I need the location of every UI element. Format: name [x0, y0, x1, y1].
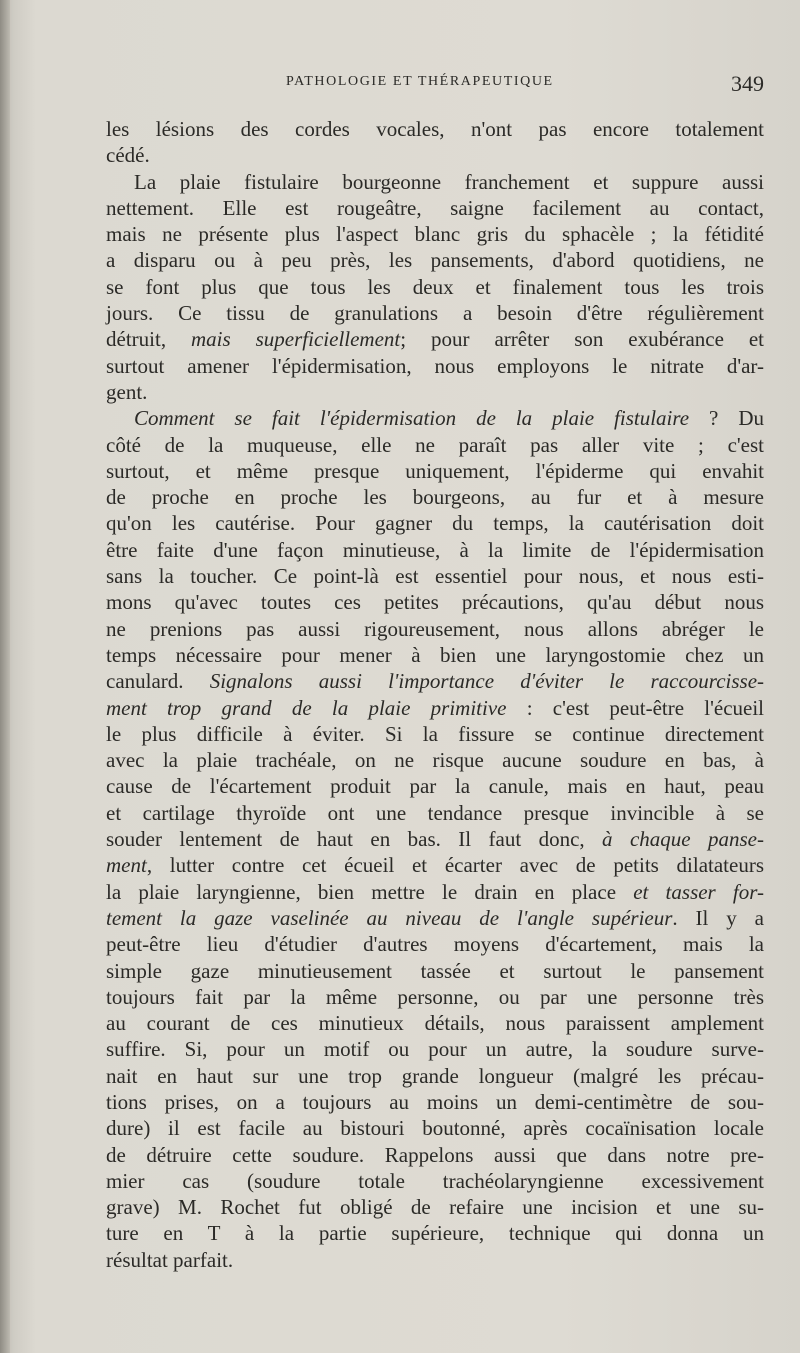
text-line: détruit, mais superficiellement; pour arrêter son exubérance et [106, 327, 765, 352]
text-line: se font plus que tous les deux et finalement tous les trois [106, 274, 764, 299]
text-line: tement la gaze vaselinée au niveau de l'angle supérieur. Il y a [106, 905, 765, 930]
text-line: être faite d'une façon minutieuse, à la limite de l'épidermisation [106, 537, 764, 562]
text-line: cause de l'écartement produit par la canule, mais en haut, peau [106, 774, 764, 799]
text-line: et cartilage thyroïde ont une tendance presque invincible à se [106, 800, 764, 825]
page-number: 349 [731, 71, 764, 96]
text-line: le plus difficile à éviter. Si la fissure se continue directement [106, 721, 764, 746]
text-line: La plaie fistulaire bourgeonne franchement et suppure aussi [134, 169, 764, 194]
text-line: surtout, et même presque uniquement, l'épiderme qui envahit [106, 458, 764, 483]
text-line: canulard. Signalons aussi l'importance d'éviter le raccourcisse- [106, 669, 765, 694]
text-line: grave) M. Rochet fut obligé de refaire une incision et une su- [106, 1195, 764, 1220]
text-line: qu'on les cautérise. Pour gagner du temps, la cautérisation doit [106, 511, 764, 536]
text-line: sans la toucher. Ce point-là est essentiel pour nous, et nous esti- [106, 564, 764, 589]
running-title: PATHOLOGIE ET THÉRAPEUTIQUE [286, 74, 554, 89]
text-line: nettement. Elle est rougeâtre, saigne facilement au contact, [106, 195, 764, 220]
text-line: ment trop grand de la plaie primitive : c'est peut-être l'écueil [106, 695, 765, 720]
text-line: cédé. [106, 143, 150, 168]
text-line: suffire. Si, pour un motif ou pour un autre, la soudure surve- [106, 1037, 764, 1062]
text-line: a disparu ou à peu près, les pansements, d'abord quotidiens, ne [106, 248, 764, 273]
text-line: jours. Ce tissu de granulations a besoin d'être régulièrement [106, 301, 764, 326]
text-line: mons qu'avec toutes ces petites précautions, qu'au début nous [106, 590, 764, 615]
text-line: mais ne présente plus l'aspect blanc gris du sphacèle ; la fétidité [106, 222, 764, 247]
text-line: souder lentement de haut en bas. Il faut donc, à chaque panse- [106, 827, 764, 852]
text-line: avec la plaie trachéale, on ne risque aucune soudure en bas, à [106, 748, 764, 773]
text-line: ne prenions pas aussi rigoureusement, nous allons abréger le [106, 616, 764, 641]
text-line: côté de la muqueuse, elle ne paraît pas aller vite ; c'est [106, 432, 764, 457]
text-line: Comment se fait l'épidermisation de la plaie fistulaire ? Du [134, 406, 764, 431]
text-line: simple gaze minutieusement tassée et surtout le pansement [106, 958, 764, 983]
text-line: de détruire cette soudure. Rappelons aussi que dans notre pre- [106, 1142, 764, 1167]
text-line: au courant de ces minutieux détails, nous paraissent amplement [106, 1011, 764, 1036]
text-line: tions prises, on a toujours au moins un demi-centimètre de sou- [106, 1089, 764, 1114]
text-line: nait en haut sur une trop grande longueur (malgré les précau- [106, 1063, 764, 1088]
text-line: résultat parfait. [106, 1247, 234, 1272]
text-line: dure) il est facile au bistouri boutonné, après cocaïnisation locale [106, 1116, 764, 1141]
text-line: mier cas (soudure totale trachéolaryngienne excessivement [106, 1168, 764, 1193]
page-header [106, 72, 766, 100]
text-line: de proche en proche les bourgeons, au fur et à mesure [106, 485, 764, 510]
text-line: surtout amener l'épidermisation, nous employons le nitrate d'ar- [106, 353, 764, 378]
text-line: ment, lutter contre cet écueil et écarter avec de petits dilatateurs [106, 853, 764, 878]
text-line: ture en T à la partie supérieure, technique qui donna un [106, 1221, 764, 1246]
text-line: la plaie laryngienne, bien mettre le drain en place et tasser for- [106, 879, 764, 904]
text-line: temps nécessaire pour mener à bien une laryngostomie chez un [106, 642, 764, 667]
text-line: les lésions des cordes vocales, n'ont pas encore totalement [106, 117, 764, 141]
text-line: gent. [106, 379, 148, 404]
text-line: peut-être lieu d'étudier d'autres moyens d'écartement, mais la [106, 932, 764, 957]
body-text [106, 116, 764, 1273]
text-line: toujours fait par la même personne, ou par une personne très [106, 984, 764, 1009]
